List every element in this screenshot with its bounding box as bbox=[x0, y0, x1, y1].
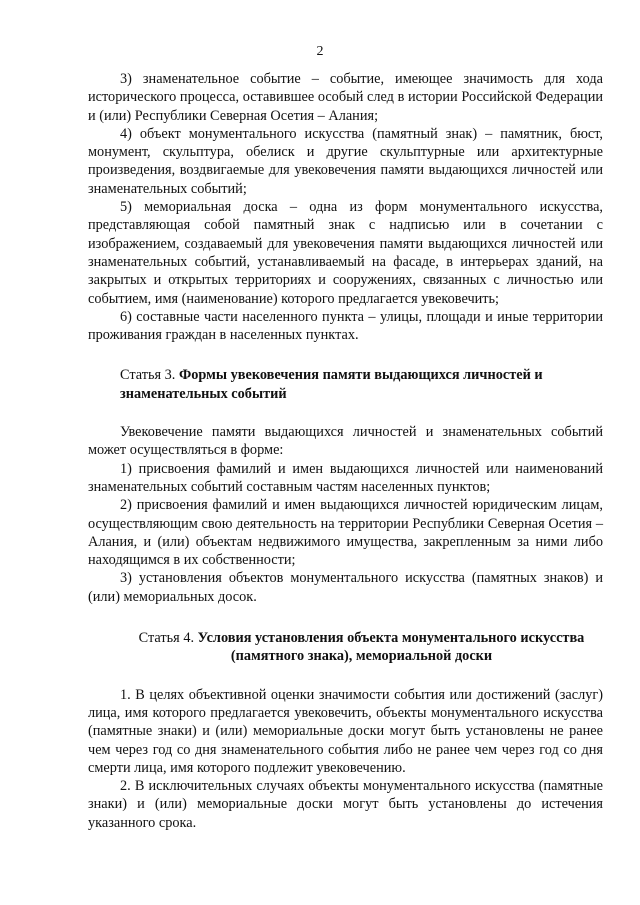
definition-paragraph: 4) объект монументального искусства (памятный знак) – памятник, бюст, монумент, скульптура, обелиск и другие скульптурные или архитектурные произведения, воздвигаемые для увековечения памяти выдающихся личностей или знаменательных событий; bbox=[88, 125, 603, 197]
document-body bbox=[88, 70, 603, 832]
article-3-heading bbox=[88, 366, 603, 403]
article-3-paragraph: 3) установления объектов монументального искусства (памятных знаков) и (или) мемориальных досок. bbox=[88, 570, 603, 605]
article-4-paragraph: 2. В исключительных случаях объекты монументального искусства (памятные знаки) и (или) мемориальные доски могут быть установлены до истечения указанного срока. bbox=[88, 778, 603, 831]
article-3-number: Статья 3. bbox=[120, 367, 176, 384]
article-3-paragraph: Увековечение памяти выдающихся личностей и знаменательных событий может осуществляться в форме: bbox=[88, 424, 603, 459]
article-4-paragraph: 1. В целях объективной оценки значимости события или достижений (заслуг) лица, имя которого предлагается увековечить, объекты монументального искусства (памятные знаки) и (или) мемориальные доски могут быть установлены не ранее чем через год со дня знаменательного события либо не ранее чем через год со дня смерти лица, имя которого подлежит увековечению. bbox=[88, 686, 603, 776]
article-4-title-line1: Условия установления объекта монументального искусства bbox=[197, 630, 585, 647]
article-3-title: Формы увековечения памяти выдающихся личностей и знаменательных событий bbox=[120, 367, 543, 402]
article-4-number: Статья 4. bbox=[138, 630, 195, 647]
page-number: 2 bbox=[316, 44, 324, 59]
article-4-heading bbox=[88, 629, 603, 666]
definition-paragraph: 5) мемориальная доска – одна из форм монументального искусства, представляющая собой памятный знак с надписью или в сочетании с изображением, создаваемый для увековечения памяти выдающихся личностей или знаменательных событий, устанавливаемый на фасаде, в интерьерах зданий, на закрытых и открытых территориях и сооружениях, связанных с личностью или событием, имя (наименование) которого предлагается увековечить; bbox=[88, 199, 603, 307]
article-3-paragraph: 2) присвоения фамилий и имен выдающихся личностей юридическим лицам, осуществляющим свою деятельность на территории Республики Северная Осетия – Алания, и (или) объектам недвижимого имущества, закрепленным за ними либо находящимся в их собственности; bbox=[88, 497, 603, 569]
article-3-paragraph: 1) присвоения фамилий и имен выдающихся личностей или наименований знаменательных событий составным частям населенных пунктов; bbox=[88, 460, 603, 495]
article-4-title-line2: (памятного знака), мемориальной доски bbox=[230, 648, 493, 665]
definition-paragraph: 6) составные части населенного пункта – улицы, площади и иные территории проживания граждан в населенных пунктах. bbox=[88, 308, 603, 344]
definition-paragraph: 3) знаменательное событие – событие, имеющее значимость для хода исторического процесса, оставившее особый след в истории Российской Федерации и (или) Республики Северная Осетия – Алания; bbox=[88, 71, 603, 124]
